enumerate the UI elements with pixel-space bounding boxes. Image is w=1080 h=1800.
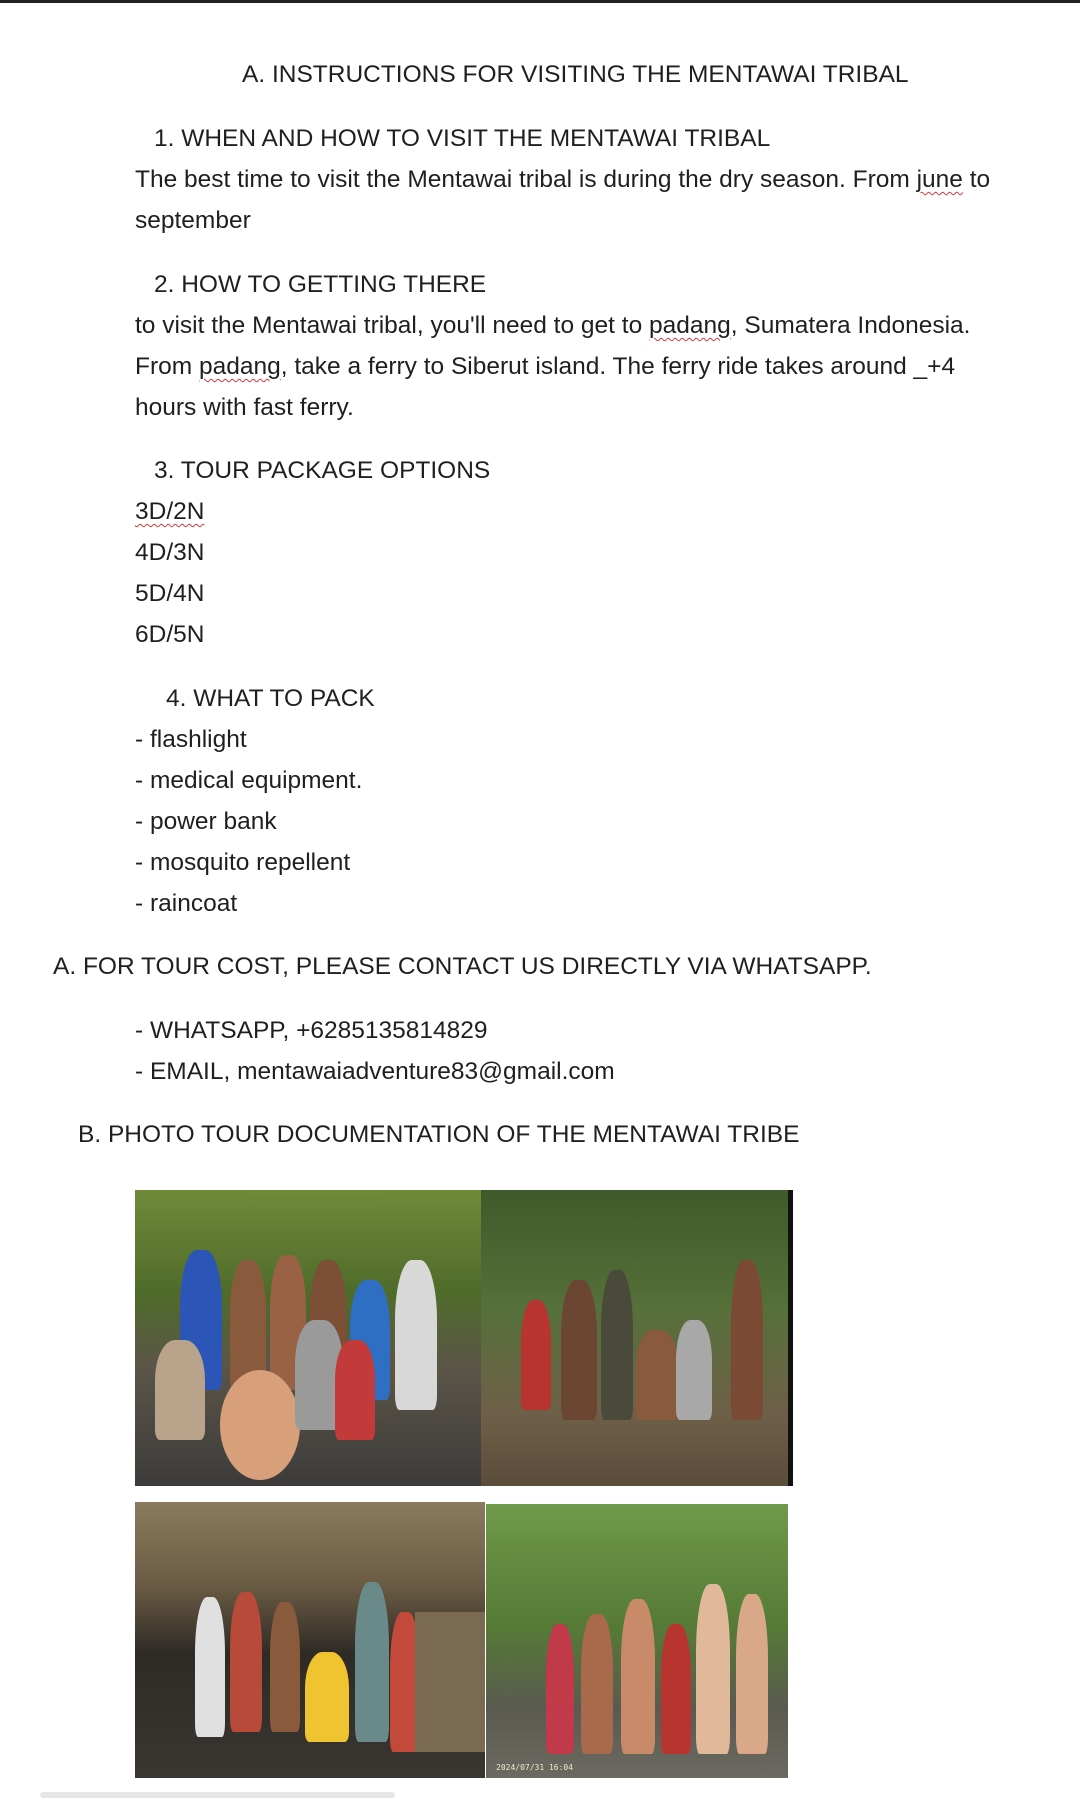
packing-item: - raincoat: [135, 890, 238, 917]
person-shape: [581, 1614, 613, 1754]
section-getting-there-line2: [135, 352, 955, 382]
packing-item: - mosquito repellent: [135, 849, 351, 876]
person-shape: [546, 1624, 574, 1754]
person-shape: [230, 1592, 262, 1732]
text-span: From: [135, 353, 199, 380]
wooden-wall: [415, 1612, 485, 1752]
scroll-indicator: [40, 1792, 395, 1798]
photo-group-platform: [486, 1504, 788, 1778]
person-shape: [621, 1599, 655, 1754]
photo-group-hut: [135, 1502, 485, 1778]
photos-heading: B. PHOTO TOUR DOCUMENTATION OF THE MENTAWAI TRIBE: [78, 1121, 800, 1148]
contact-whatsapp: - WHATSAPP, +6285135814829: [135, 1017, 488, 1044]
section-packing-heading: 4. WHAT TO PACK: [166, 685, 375, 712]
packing-item: - medical equipment.: [135, 767, 363, 794]
text-span: , Sumatera Indonesia.: [730, 312, 971, 339]
person-shape: [676, 1320, 712, 1420]
section-getting-there-line1: [135, 311, 970, 341]
person-shape: [305, 1652, 349, 1742]
text-span: , take a ferry to Siberut island. The ferry ride takes around _+4: [280, 353, 956, 380]
person-shape: [601, 1270, 633, 1420]
spellcheck-word: june: [916, 166, 963, 193]
top-border: [0, 0, 1080, 3]
photo-border: [788, 1190, 793, 1486]
packing-item: - power bank: [135, 808, 277, 835]
photo-group-deck: [135, 1190, 481, 1486]
person-shape: [395, 1260, 437, 1410]
person-shape: [736, 1594, 768, 1754]
person-shape: [696, 1584, 730, 1754]
contact-email: - EMAIL, mentawaiadventure83@gmail.com: [135, 1058, 615, 1085]
selfie-face: [220, 1370, 300, 1480]
text-span: The best time to visit the Mentawai tribal is during the dry season. From: [135, 166, 917, 193]
photo-timestamp: 2024/07/31 16:04: [496, 1763, 574, 1772]
spellcheck-word: padang: [649, 312, 731, 339]
package-item: 6D/5N: [135, 621, 205, 648]
contact-heading: A. FOR TOUR COST, PLEASE CONTACT US DIRECTLY VIA WHATSAPP.: [53, 953, 872, 980]
section-getting-there-line3: hours with fast ferry.: [135, 394, 354, 421]
person-shape: [521, 1300, 551, 1410]
person-shape: [335, 1340, 375, 1440]
section-when-heading: 1. WHEN AND HOW TO VISIT THE MENTAWAI TRIBAL: [154, 125, 771, 152]
text-span: to visit the Mentawai tribal, you'll need to get to: [135, 312, 650, 339]
document-title: A. INSTRUCTIONS FOR VISITING THE MENTAWAI TRIBAL: [242, 61, 909, 88]
person-shape: [270, 1602, 300, 1732]
packing-item: - flashlight: [135, 726, 247, 753]
person-shape: [195, 1597, 225, 1737]
section-getting-there-heading: 2. HOW TO GETTING THERE: [154, 271, 487, 298]
package-item: 3D/2N: [135, 498, 205, 525]
package-item: 4D/3N: [135, 539, 205, 566]
spellcheck-word: padang: [198, 353, 281, 380]
section-when-paragraph-line1: [135, 165, 990, 195]
person-shape: [661, 1624, 691, 1754]
section-when-paragraph-line2: september: [135, 207, 251, 234]
package-item: 5D/4N: [135, 580, 205, 607]
section-packages-heading: 3. TOUR PACKAGE OPTIONS: [154, 457, 491, 484]
person-shape: [731, 1260, 763, 1420]
person-shape: [561, 1280, 597, 1420]
person-shape: [355, 1582, 389, 1742]
photo-group-forest: [481, 1190, 793, 1486]
person-shape: [155, 1340, 205, 1440]
person-shape: [636, 1330, 678, 1420]
text-span: to: [962, 166, 991, 193]
